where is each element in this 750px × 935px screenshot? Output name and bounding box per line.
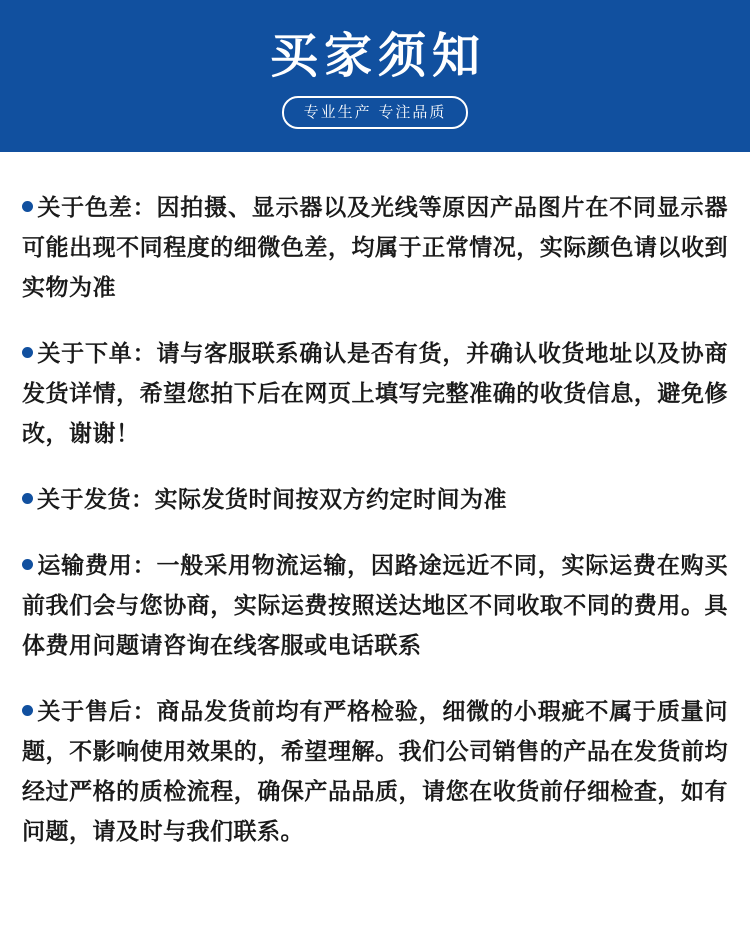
- notice-label: 关于发货：: [37, 487, 155, 513]
- notice-text: 一般采用物流运输，因路途远近不同，实际运费在购买前我们会与您协商，实际运费按照送达地区不同收取不同的费用。具体费用问题请咨询在线客服或电话联系: [22, 553, 729, 659]
- notice-label: 运输费用：: [37, 553, 157, 579]
- notice-text: 实际发货时间按双方约定时间为准: [154, 487, 507, 513]
- notice-paragraph: [22, 692, 728, 852]
- subtitle-pill: [282, 96, 469, 129]
- notice-item-after-sales: [22, 692, 728, 852]
- notice-paragraph: [22, 188, 728, 308]
- notice-item-freight: [22, 546, 728, 666]
- notice-text: 请与客服联系确认是否有货，并确认收货地址以及协商发货详情，希望您拍下后在网页上填写完整准确的收货信息，避免修改，谢谢！: [22, 341, 729, 447]
- bullet-icon: [22, 347, 33, 358]
- notice-item-color-difference: [22, 188, 728, 308]
- page-subtitle: 专业生产 专注品质: [303, 103, 447, 121]
- notice-list: [0, 152, 750, 852]
- bullet-icon: [22, 493, 33, 504]
- bullet-icon: [22, 559, 33, 570]
- notice-item-shipping: [22, 480, 728, 520]
- notice-paragraph: [22, 546, 728, 666]
- notice-paragraph: [22, 334, 728, 454]
- bullet-icon: [22, 201, 33, 212]
- page-title: 买家须知: [269, 28, 486, 84]
- notice-item-ordering: [22, 334, 728, 454]
- page-banner: [0, 0, 750, 152]
- notice-label: 关于色差：: [37, 195, 157, 221]
- notice-paragraph: [22, 480, 728, 520]
- notice-text: 因拍摄、显示器以及光线等原因产品图片在不同显示器可能出现不同程度的细微色差，均属于正常情况，实际颜色请以收到实物为准: [22, 195, 729, 301]
- notice-label: 关于售后：: [37, 699, 157, 725]
- notice-text: 商品发货前均有严格检验，细微的小瑕疵不属于质量问题，不影响使用效果的，希望理解。我们公司销售的产品在发货前均经过严格的质检流程，确保产品品质，请您在收货前仔细检查，如有问题，请及时与我们联系。: [22, 699, 729, 845]
- bullet-icon: [22, 705, 33, 716]
- notice-label: 关于下单：: [37, 341, 157, 367]
